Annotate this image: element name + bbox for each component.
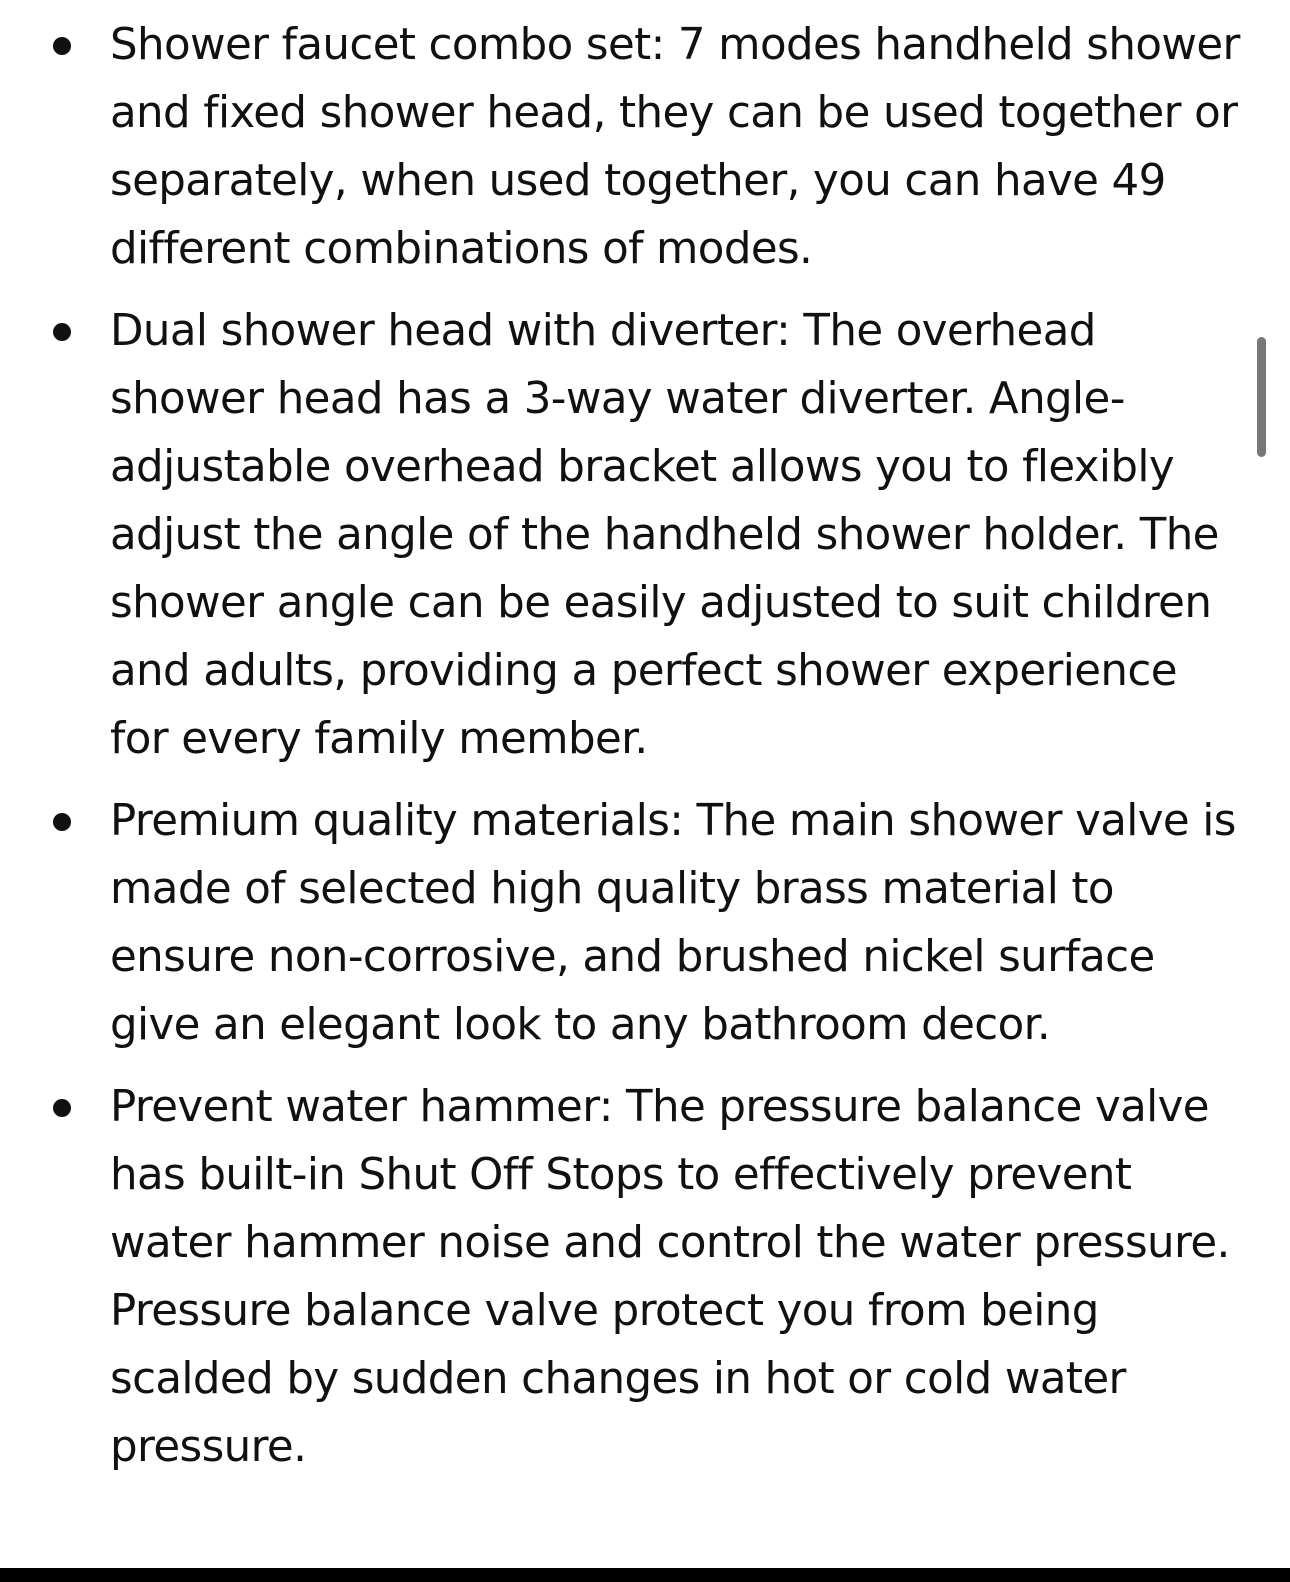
bullet-text: Prevent water hammer: The pressure balance valve has built-in Shut Off Stops to effectively prevent water hammer noise and control the water pressure. Pressure balance valve protect you from being scalded by sudden changes in hot or cold water pressure. — [110, 1082, 1230, 1472]
bullet-dot-icon — [53, 813, 71, 831]
list-item — [0, 297, 1290, 773]
list-item — [0, 1073, 1290, 1481]
bullet-dot-icon — [53, 37, 71, 55]
bullet-text: Dual shower head with diverter: The overhead shower head has a 3-way water diverter. Angle-adjustable overhead bracket allows you to flexibly adjust the angle of the handheld shower holder. The shower angle can be easily adjusted to suit children and adults, providing a perfect shower experience for every family member. — [110, 306, 1219, 764]
scrollbar-thumb[interactable] — [1257, 337, 1266, 457]
bullet-dot-icon — [53, 1099, 71, 1117]
feature-bullet-list — [0, 11, 1290, 1481]
bullet-dot-icon — [53, 323, 71, 341]
bullet-text: Shower faucet combo set: 7 modes handheld shower and fixed shower head, they can be used together or separately, when used together, you can have 49 different combinations of modes. — [110, 20, 1240, 274]
bottom-edge-bar — [0, 1568, 1290, 1582]
list-item — [0, 11, 1290, 283]
bullet-text: Premium quality materials: The main shower valve is made of selected high quality brass material to ensure non-corrosive, and brushed nickel surface give an elegant look to any bathroom decor. — [110, 796, 1236, 1050]
list-item — [0, 787, 1290, 1059]
